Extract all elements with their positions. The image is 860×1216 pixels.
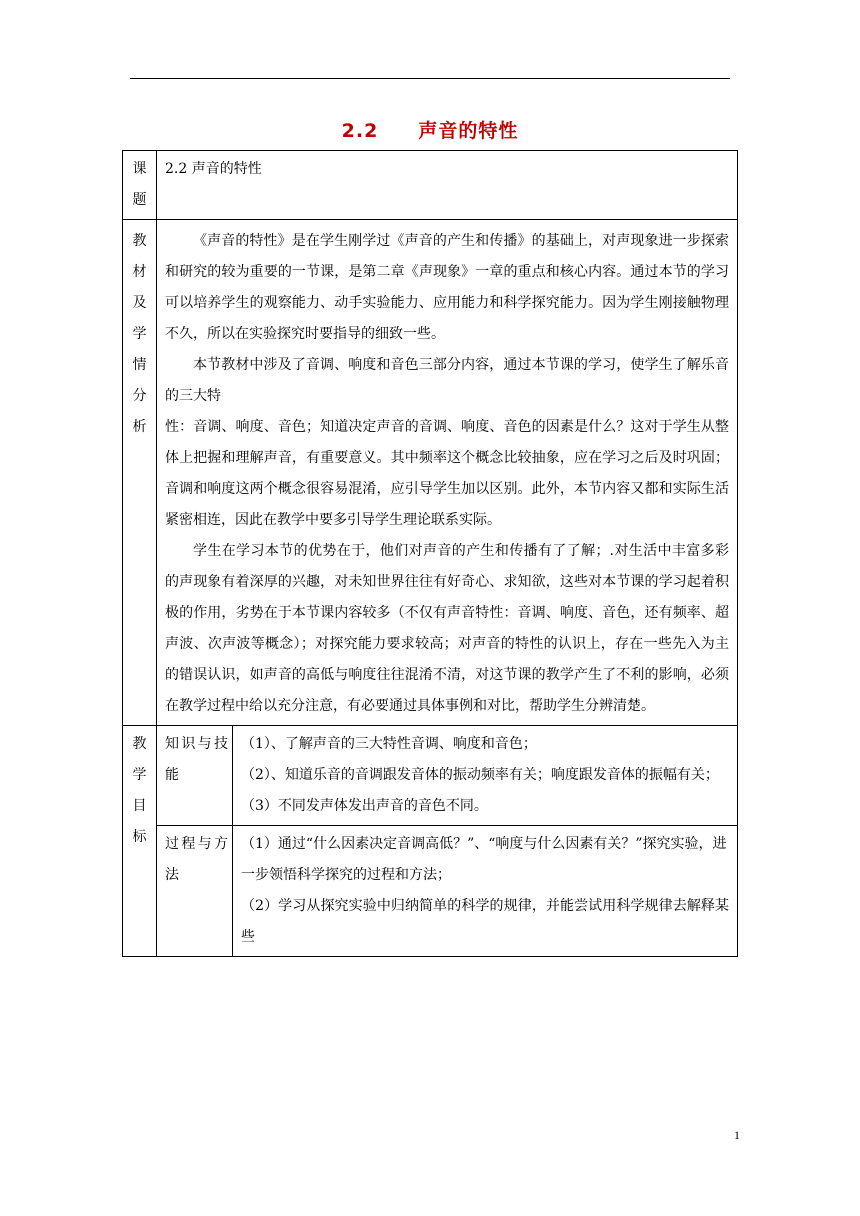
analysis-label: 教 材 及 学 情 分 析 (132, 233, 147, 435)
analysis-label-cell (123, 220, 157, 726)
process-item-3: （2）学习从探究实验中归纳简单的科学的规律，并能尝试用科学规律去解释某些 (241, 898, 729, 945)
row-objectives-knowledge (123, 726, 738, 826)
topic-label: 课 题 (132, 161, 147, 208)
title-text: 声音的特性 (418, 120, 519, 142)
row-analysis (123, 220, 738, 726)
title-number: 2.2 (341, 120, 379, 142)
header-rule (130, 78, 730, 79)
analysis-paragraph-4: 学生在学习本节的优势在于，他们对声音的产生和传播有了了解；.对生活中丰富多彩的声现象有着深厚的兴趣，对未知世界往往有好奇心、求知欲，这些对本节课的学习起着积极的作用，劣势在于本节课内容较多（不仅有声音特性：音调、响度、音色，还有频率、超声波、次声波等概念）；对探究能力要求较高；对声音的特性的认识上，存在一些先入为主的错误认识，如声音的高低与响度往往混淆不清，对这节课的教学产生了不利的影响，必须在教学过程中给以充分注意，有必要通过具体事例和对比，帮助学生分辨清楚。 (165, 543, 729, 714)
knowledge-item-3: （3）不同发声体发出声音的音色不同。 (241, 798, 488, 814)
analysis-paragraph-3: 性：音调、响度、音色；知道决定声音的音调、响度、音色的因素是什么？这对于学生从整体上把握和理解声音，有重要意义。其中频率这个概念比较抽象，应在学习之后及时巩固；音调和响度这两个概念很容易混淆，应引导学生加以区别。此外，本节内容又都和实际生活紧密相连，因此在教学中要多引导学生理论联系实际。 (165, 419, 729, 528)
analysis-paragraph-1: 《声音的特性》是在学生刚学过《声音的产生和传播》的基础上，对声现象进一步探索和研究的较为重要的一节课，是第二章《声现象》一章的重点和核心内容。通过本节的学习可以培养学生的观察能力、动手实验能力、应用能力和科学探究能力。因为学生刚接触物理不久，所以在实验探究时要指导的细致一些。 (165, 233, 729, 342)
process-label-cell (157, 826, 233, 957)
analysis-content-cell (157, 220, 738, 726)
page-title (0, 116, 860, 143)
row-topic (123, 151, 738, 220)
objectives-label: 教 学 目 标 (132, 736, 147, 845)
lesson-plan-table (122, 150, 738, 957)
knowledge-label-cell (157, 726, 233, 826)
row-objectives-process (123, 826, 738, 957)
page-number: 1 (734, 1128, 740, 1142)
process-content-cell (233, 826, 738, 957)
topic-label-cell (123, 151, 157, 220)
process-label: 过程与方法 (165, 836, 228, 883)
topic-value-cell (157, 151, 738, 220)
knowledge-label: 知识与技能 (165, 736, 228, 783)
knowledge-item-1: （1）、了解声音的三大特性音调、响度和音色； (241, 736, 537, 752)
topic-value: 2.2 声音的特性 (165, 161, 262, 177)
process-item-2: 一步领悟科学探究的过程和方法； (241, 867, 451, 883)
process-item-1: （1）通过“什么因素决定音调高低？”、“响度与什么因素有关？”探究实验，进 (241, 836, 727, 852)
knowledge-item-2: （2）、知道乐音的音调跟发音体的振动频率有关；响度跟发音体的振幅有关； (241, 767, 719, 783)
knowledge-content-cell (233, 726, 738, 826)
objectives-label-cell (123, 726, 157, 957)
analysis-paragraph-2: 本节教材中涉及了音调、响度和音色三部分内容，通过本节课的学习，使学生了解乐音的三大特 (165, 357, 729, 404)
